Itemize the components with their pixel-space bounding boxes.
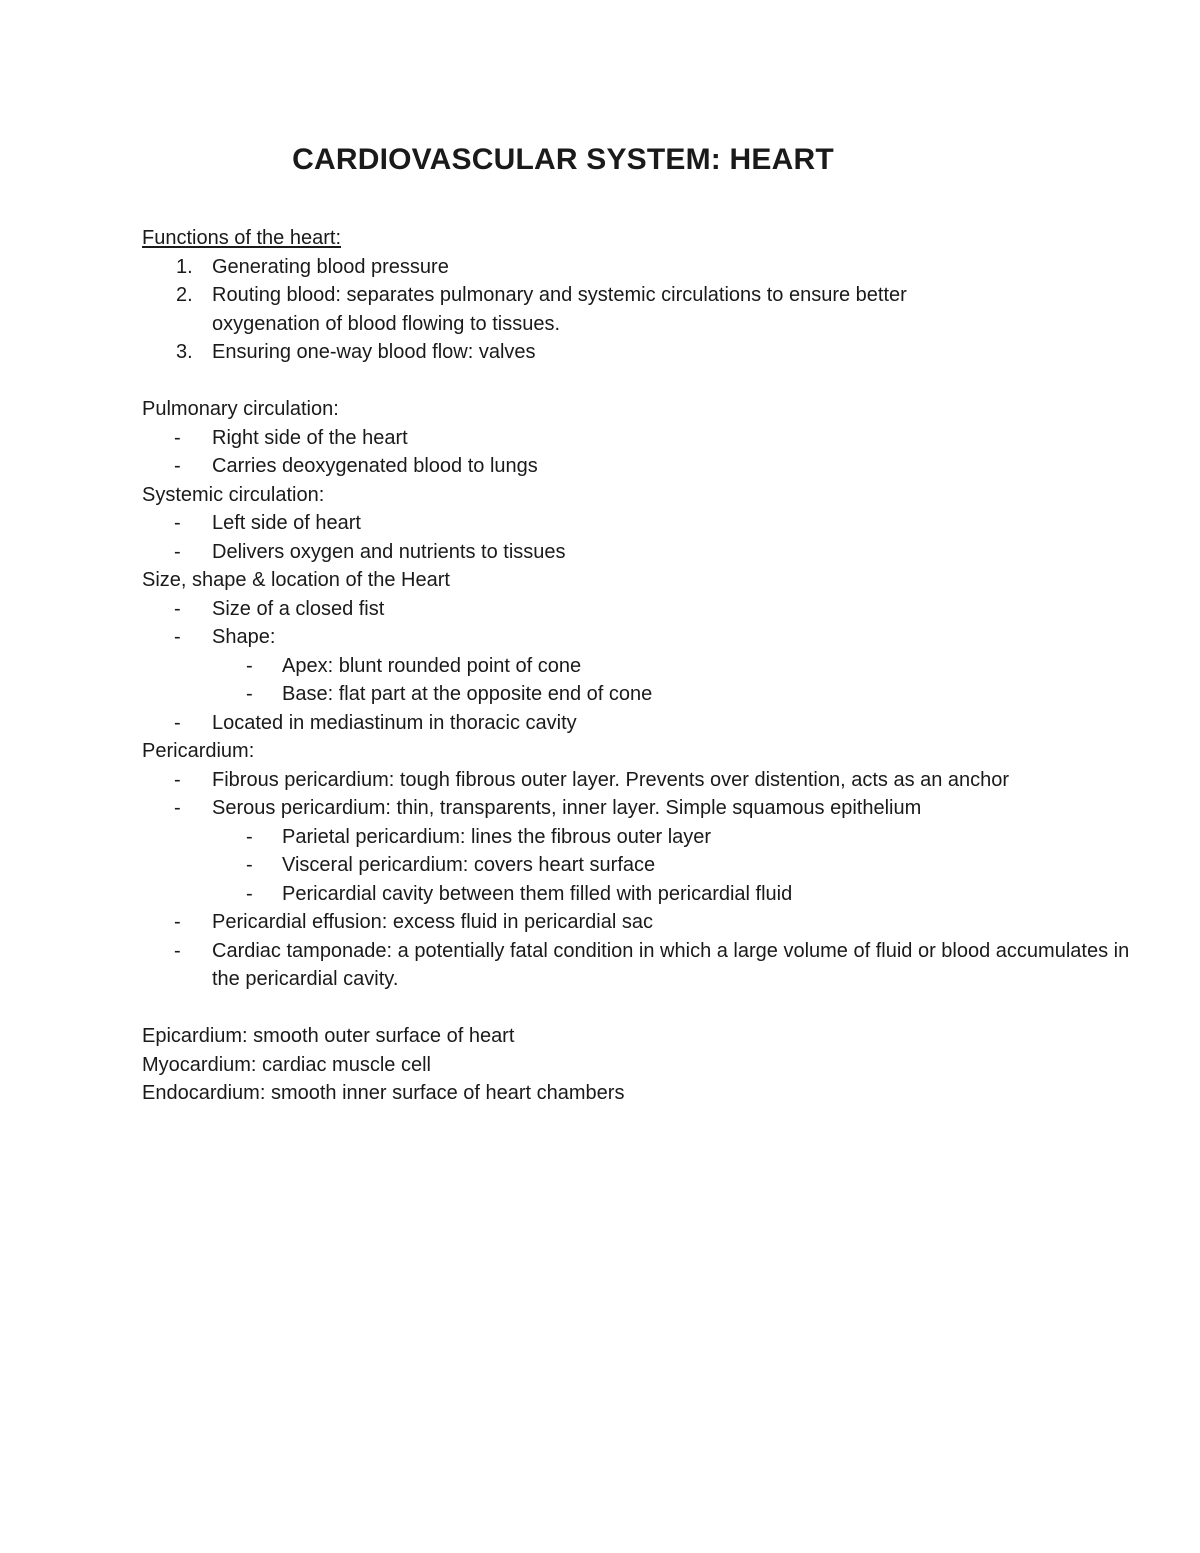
list-item-text: Cardiac tamponade: a potentially fatal condition in which a large volume of fluid or blood accumulates in the pericardial cavity. — [212, 939, 1130, 990]
list-item-text: Base: flat part at the opposite end of cone — [282, 683, 653, 705]
list-item-text: Ensuring one-way blood flow: valves — [212, 341, 536, 363]
sub-bullet-item — [142, 680, 1072, 709]
list-marker: - — [246, 825, 253, 848]
list-item-text: Apex: blunt rounded point of cone — [282, 654, 582, 677]
list-item-text: Shape: — [212, 626, 276, 648]
list-marker: - — [246, 882, 253, 905]
list-marker: 3. — [176, 341, 193, 363]
section-heading-functions: Functions of the heart: — [142, 227, 342, 249]
numbered-item — [142, 281, 972, 338]
list-item-text: Visceral pericardium: covers heart surface — [282, 854, 656, 876]
list-item-text: Pericardial effusion: excess fluid in pericardial sac — [212, 911, 653, 933]
list-marker: - — [174, 626, 181, 648]
list-marker: 2. — [176, 284, 193, 306]
sub-bullet-item — [142, 823, 1072, 852]
bullet-item — [142, 908, 1072, 937]
list-item-text: Parietal pericardium: lines the fibrous outer layer — [282, 825, 712, 848]
bullet-item — [142, 709, 1072, 738]
list-item-text: Serous pericardium: thin, transparents, inner layer. Simple squamous epithelium — [212, 797, 922, 819]
section-heading-pericardium: Pericardium: — [142, 740, 255, 762]
list-item-text: Left side of heart — [212, 512, 361, 534]
list-item-text: Fibrous pericardium: tough fibrous outer layer. Prevents over distention, acts as an anchor — [212, 768, 1010, 791]
list-marker: - — [174, 597, 181, 620]
spacer — [142, 367, 1072, 396]
list-item-text: Size of a closed fist — [212, 597, 385, 620]
sub-bullet-item — [142, 880, 1072, 909]
list-marker: - — [174, 711, 181, 734]
list-item-text: Generating blood pressure — [212, 255, 449, 278]
list-marker: - — [174, 512, 181, 534]
list-marker: - — [174, 939, 181, 962]
list-marker: - — [174, 455, 181, 477]
sub-bullet-item — [142, 851, 1072, 880]
numbered-item — [142, 338, 1072, 367]
bullet-item — [142, 766, 1012, 795]
page-title: CARDIOVASCULAR SYSTEM: HEART — [292, 143, 834, 176]
bullet-item — [142, 794, 1072, 823]
bullet-item — [142, 538, 1072, 567]
list-marker: - — [246, 683, 253, 705]
layer-myocardium: Myocardium: cardiac muscle cell — [142, 1053, 431, 1076]
bullet-item — [142, 509, 1072, 538]
layer-endocardium: Endocardium: smooth inner surface of heart chambers — [142, 1082, 625, 1104]
sub-bullet-item — [142, 652, 1072, 681]
list-marker: - — [174, 768, 181, 791]
list-item-text: Routing blood: separates pulmonary and systemic circulations to ensure better oxygenation of blood flowing to tissues. — [212, 284, 907, 335]
list-item-text: Right side of the heart — [212, 426, 408, 449]
bullet-item — [142, 424, 1072, 453]
spacer — [142, 994, 1072, 1023]
section-heading-size-shape-location: Size, shape & location of the Heart — [142, 569, 450, 591]
list-marker: 1. — [176, 255, 193, 278]
bullet-item — [142, 623, 1072, 652]
list-item-text: Delivers oxygen and nutrients to tissues — [212, 540, 566, 563]
section-heading-systemic: Systemic circulation: — [142, 483, 325, 506]
bullet-item — [142, 937, 1132, 994]
bullet-item — [142, 452, 1072, 481]
list-item-text: Pericardial cavity between them filled with pericardial fluid — [282, 882, 793, 905]
layer-epicardium: Epicardium: smooth outer surface of heart — [142, 1025, 515, 1047]
list-marker: - — [246, 854, 253, 876]
list-marker: - — [246, 654, 253, 677]
list-marker: - — [174, 426, 181, 449]
section-heading-pulmonary: Pulmonary circulation: — [142, 398, 339, 420]
list-item-text: Carries deoxygenated blood to lungs — [212, 455, 538, 477]
numbered-item — [142, 253, 1072, 282]
list-marker: - — [174, 540, 181, 563]
bullet-item — [142, 595, 1072, 624]
list-item-text: Located in mediastinum in thoracic cavity — [212, 711, 577, 734]
list-marker: - — [174, 911, 181, 933]
document-body — [142, 224, 1130, 1108]
list-marker: - — [174, 797, 181, 819]
